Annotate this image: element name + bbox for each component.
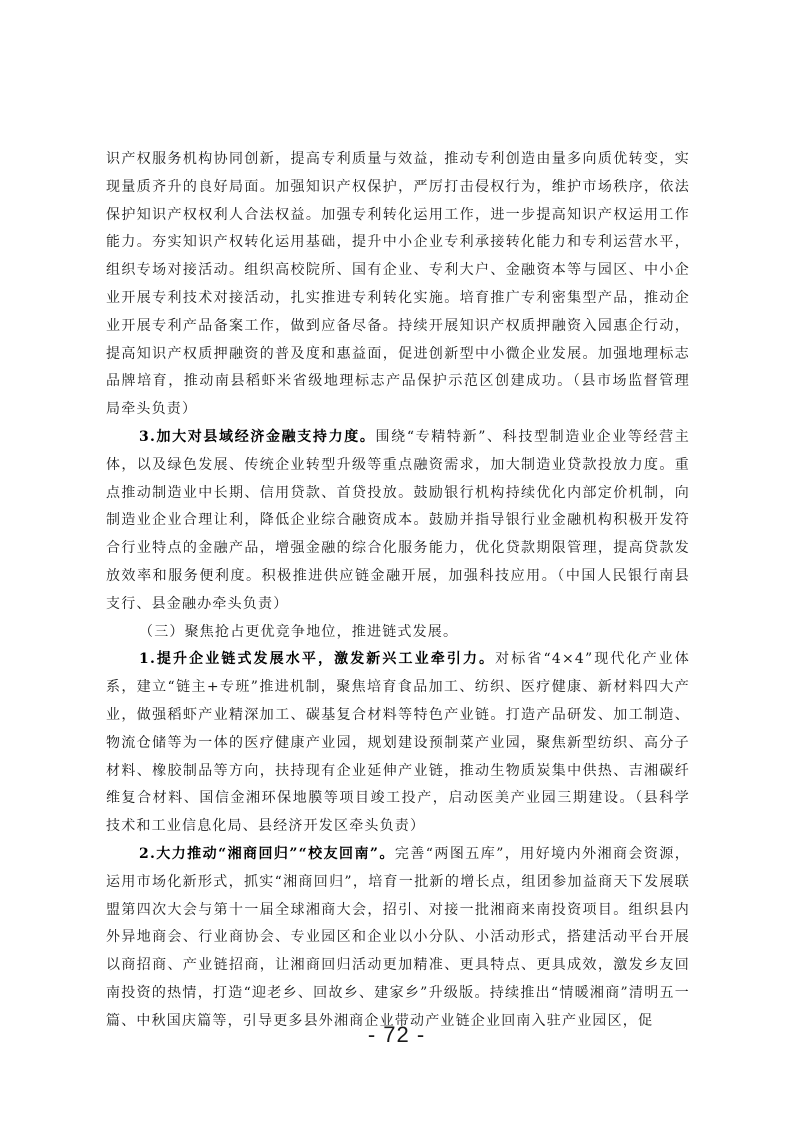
paragraph-heading: 2.大力推动“湘商回归”“校友回南”。	[139, 845, 395, 862]
paragraph-heading: 3.加大对县域经济金融支持力度。	[139, 428, 376, 445]
paragraph-industry-chain	[106, 646, 690, 841]
paragraph-heading: 1.提升企业链式发展水平，激发新兴工业牵引力。	[139, 651, 496, 668]
section-heading-chain-development	[106, 619, 690, 647]
paragraph-merchant-return	[106, 841, 690, 1036]
section-heading-text: （三）聚焦抢占更优竞争地位，推进链式发展。	[139, 623, 459, 640]
paragraph-text: 围绕“专精特新”、科技型制造业企业等经营主体，以及绿色发展、传统企业转型升级等重点融资需求，加大制造业贷款投放力度。重点推动制造业中长期、信用贷款、首贷投放。鼓励银行机构持续优化内部定价机制，向制造业企业合理让利，降低企业综合融资成本。鼓励并指导银行业金融机构积极开发符合行业特点的金融产品，增强金融的综合化服务能力，优化贷款期限管理，提高贷款发放效率和服务便利度。积极推进供应链金融开展，加强科技应用。（中国人民银行南县支行、县金融办牵头负责）	[106, 428, 690, 612]
paragraph-financial-support	[106, 424, 690, 619]
page-number: - 72 -	[367, 1022, 426, 1047]
paragraph-text: 对标省“4×4”现代化产业体系，建立“链主+专班”推进机制，聚焦培育食品加工、纺织、医疗健康、新材料四大产业，做强稻虾产业精深加工、碳基复合材料等特色产业链。打造产品研发、加工制造、物流仓储等为一体的医疗健康产业园，规划建设预制菜产业园，聚焦新型纺织、高分子材料、橡胶制品等方向，扶持现有企业延伸产业链，推动生物质炭集中供热、吉湘碳纤维复合材料、国信金湘环保地膜等项目竣工投产，启动医美产业园三期建设。（县科学技术和工业信息化局、县经济开发区牵头负责）	[106, 651, 690, 835]
paragraph-continuation	[106, 146, 690, 424]
body-text	[106, 146, 690, 1036]
paragraph-text: 识产权服务机构协同创新，提高专利质量与效益，推动专利创造由量多向质优转变，实现量质齐升的良好局面。加强知识产权保护，严厉打击侵权行为，维护市场秩序，依法保护知识产权权利人合法权益。加强专利转化运用工作，进一步提高知识产权运用工作能力。夯实知识产权转化运用基础，提升中小企业专利承接转化能力和专利运营水平，组织专场对接活动。组织高校院所、国有企业、专利大户、金融资本等与园区、中小企业开展专利技术对接活动，扎实推进专利转化实施。培育推广专利密集型产品，推动企业开展专利产品备案工作，做到应备尽备。持续开展知识产权质押融资入园惠企行动，提高知识产权质押融资的普及度和惠益面，促进创新型中小微企业发展。加强地理标志品牌培育，推动南县稻虾米省级地理标志产品保护示范区创建成功。（县市场监督管理局牵头负责）	[106, 151, 690, 418]
paragraph-text: 完善“两图五库”，用好境内外湘商会资源，运用市场化新形式，抓实“湘商回归”，培育一批新的增长点，组团参加益商天下发展联盟第四次大会与第十一届全球湘商大会，招引、对接一批湘商来南投资项目。组织县内外异地商会、行业商协会、专业园区和企业以小分队、小活动形式，搭建活动平台开展以商招商、产业链招商，让湘商回归活动更加精准、更具特点、更具成效，激发乡友回南投资的热情，打造“迎老乡、回故乡、建家乡”升级版。持续推出“情暖湘商”清明五一篇、中秋国庆篇等，引导更多县外湘商企业带动产业链企业回南入驻产业园区，促	[106, 845, 690, 1029]
